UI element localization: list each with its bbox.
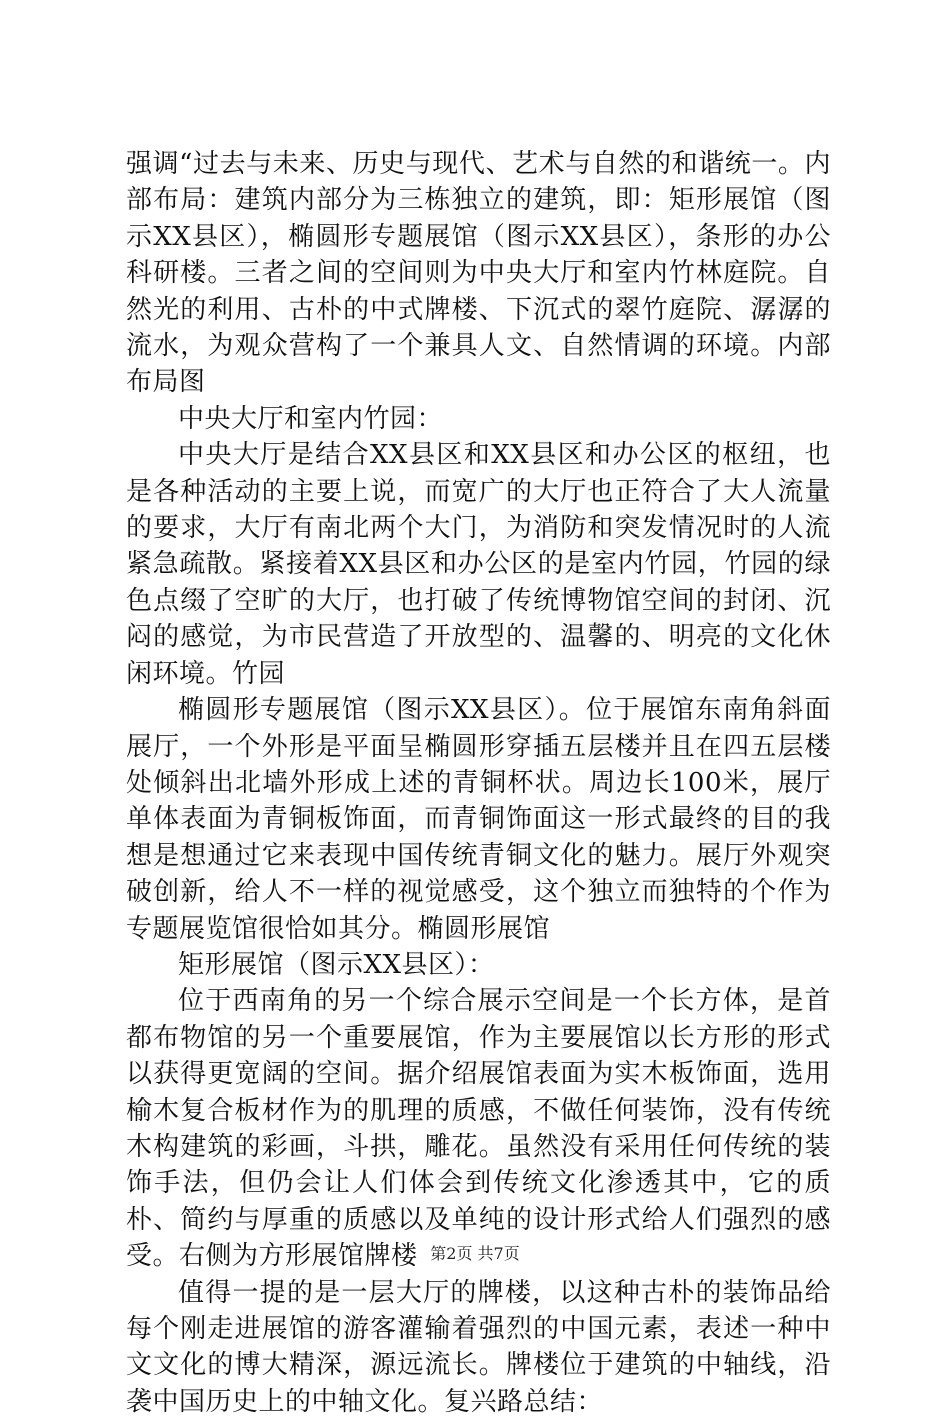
heading-central-hall: 中央大厅和室内竹园：: [178, 403, 444, 434]
page-number-footer: 第2页 共7页: [430, 1244, 520, 1263]
heading-rectangular-hall: 矩形展馆（图示XX县区）：: [178, 949, 495, 980]
paragraph-central-hall: 中央大厅是结合XX县区和XX县区和办公区的枢纽，也是各种活动的主要上说，而宽广的大厅也正符合了大人流量的要求，大厅有南北两个大门，为消防和突发情况时的人流紧急疏散。紧接着XX县区和办公区的是室内竹园，竹园的绿色点缀了空旷的大厅，也打破了传统博物馆空间的封闭、沉闷的感觉，为市民营造了开放型的、温馨的、明亮的文化休闲环境。竹园: [126, 440, 831, 689]
paragraph-rectangular-hall: 位于西南角的另一个综合展示空间是一个长方体，是首都布物馆的另一个重要展馆，作为主要展馆以长方形的形式以获得更宽阔的空间。据介绍展馆表面为实木板饰面，选用榆木复合板材作为的肌理的质感，不做任何装饰，没有传统木构建筑的彩画，斗拱，雕花。虽然没有采用任何传统的装饰手法，但仍会让人们体会到传统文化渗透其中，它的质朴、简约与厚重的质感以及单纯的设计形式给人们强烈的感受。右侧为方形展馆牌楼: [126, 986, 831, 1272]
paragraph-archway: 值得一提的是一层大厅的牌楼，以这种古朴的装饰品给每个刚走进展馆的游客灌输着强烈的中国元素，表述一种中文文化的博大精深，源远流长。牌楼位于建筑的中轴线，沿袭中国历史上的中轴文化。复兴路总结：: [126, 1277, 831, 1417]
document-body: [126, 146, 831, 1420]
paragraph-oval-hall: 椭圆形专题展馆（图示XX县区）。位于展馆东南角斜面展厅，一个外形是平面呈椭圆形穿插五层楼并且在四五层楼处倾斜出北墙外形成上述的青铜杯状。周边长100米，展厅单体表面为青铜板饰面，而青铜饰面这一形式最终的目的我想是想通过它来表现中国传统青铜文化的魅力。展厅外观突破创新，给人不一样的视觉感受，这个独立而独特的个作为专题展览馆很恰如其分。椭圆形展馆: [126, 695, 831, 944]
paragraph-layout-intro: 强调“过去与未来、历史与现代、艺术与自然的和谐统一。内部布局：建筑内部分为三栋独立的建筑，即：矩形展馆（图示XX县区），椭圆形专题展馆（图示XX县区），条形的办公科研楼。三者之间的空间则为中央大厅和室内竹林庭院。自然光的利用、古朴的中式牌楼、下沉式的翠竹庭院、潺潺的流水，为观众营构了一个兼具人文、自然情调的环境。内部布局图: [126, 149, 831, 398]
